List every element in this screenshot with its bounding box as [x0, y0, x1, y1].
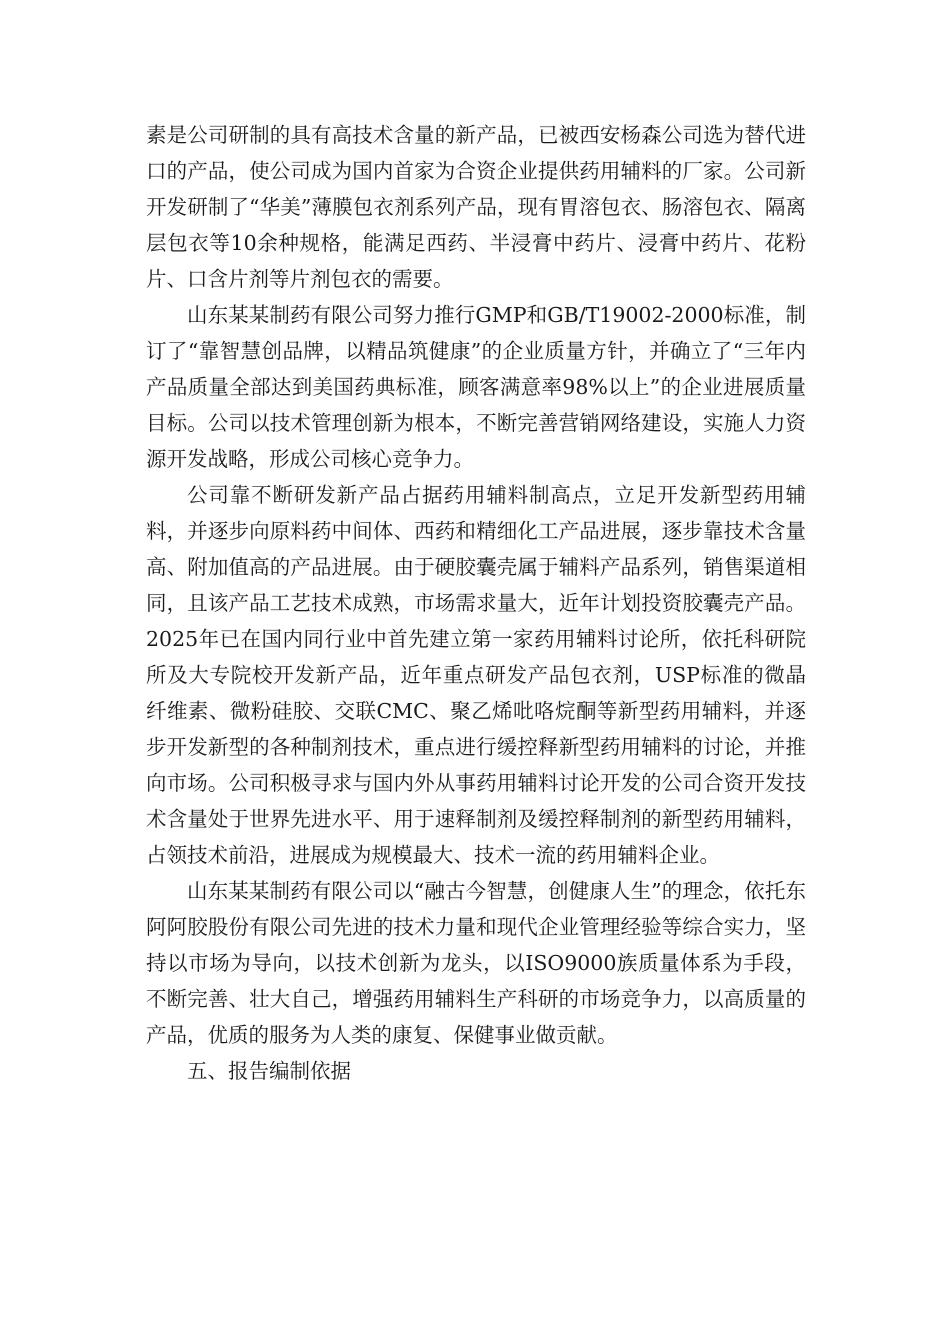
paragraph-quality-policy: 山东某某制药有限公司努力推行GMP和GB/T19002-2000标准，制订了“靠智慧创品牌，以精品筑健康”的企业质量方针，并确立了“三年内产品质量全部达到美国药典标准，顾客满意率98%以上”的企业进展质量目标。公司以技术管理创新为根本，不断完善营销网络建设，实施人力资源开发战略，形成公司核心竞争力。	[146, 303, 806, 471]
document-body	[146, 117, 806, 1089]
section-heading: 五、报告编制依据	[187, 1059, 351, 1083]
paragraph-company-philosophy: 山东某某制药有限公司以“融古今智慧，创健康人生”的理念，依托东阿阿胶股份有限公司先进的技术力量和现代企业管理经验等综合实力，坚持以市场为导向，以技术创新为龙头，以ISO9000族质量体系为手段，不断完善、壮大自己，增强药用辅料生产科研的市场竞争力，以高质量的产品，优质的服务为人类的康复、保健事业做贡献。	[146, 879, 806, 1047]
paragraph-continuation: 素是公司研制的具有高技术含量的新产品，已被西安杨森公司选为替代进口的产品，使公司成为国内首家为合资企业提供药用辅料的厂家。公司新开发研制了“华美”薄膜包衣剂系列产品，现有胃溶包衣、肠溶包衣、隔离层包衣等10余种规格，能满足西药、半浸膏中药片、浸膏中药片、花粉片、口含片剂等片剂包衣的需要。	[146, 123, 806, 291]
paragraph-product-development: 公司靠不断研发新产品占据药用辅料制高点，立足开发新型药用辅料，并逐步向原料药中间体、西药和精细化工产品进展，逐步靠技术含量高、附加值高的产品进展。由于硬胶囊壳属于辅料产品系列，销售渠道相同，且该产品工艺技术成熟，市场需求量大，近年计划投资胶囊壳产品。2025年已在国内同行业中首先建立第一家药用辅料讨论所，依托科研院所及大专院校开发新产品，近年重点研发产品包衣剂，USP标准的微晶纤维素、微粉硅胶、交联CMC、聚乙烯吡咯烷酮等新型药用辅料，并逐步开发新型的各种制剂技术，重点进行缓控释新型药用辅料的讨论，并推向市场。公司积极寻求与国内外从事药用辅料讨论开发的公司合资开发技术含量处于世界先进水平、用于速释制剂及缓控释制剂的新型药用辅料，占领技术前沿，进展成为规模最大、技术一流的药用辅料企业。	[146, 483, 806, 867]
